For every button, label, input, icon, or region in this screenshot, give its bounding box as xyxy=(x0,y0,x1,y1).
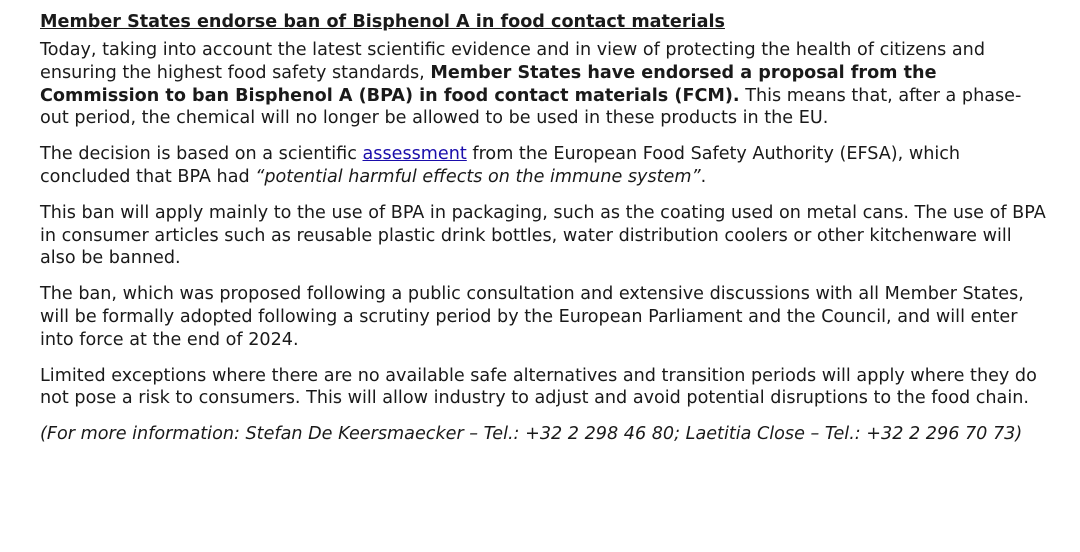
intro-text: Today, taking into account the latest scientific evidence and in view of protecting the health of citizens and ensuring the highest food safety standards, xyxy=(40,40,985,83)
decision-quote: “potential harmful effects on the immune system” xyxy=(255,166,701,187)
intro-bold-text: Member States have endorsed a proposal from the Commission to ban Bisphenol A (BPA) in food contact materials (FCM). xyxy=(40,62,937,106)
decision-text-2: from the European Food Safety Authority (EFSA), which concluded that BPA had xyxy=(40,144,961,187)
assessment-link[interactable]: assessment xyxy=(362,144,467,165)
intro-text-end: This means that, after a phase-out period, the chemical will no longer be allowed to be used in these products in the EU. xyxy=(40,85,1022,129)
paragraph-adoption: The ban, which was proposed following a public consultation and extensive discussions with all Member States, will be formally adopted following a scrutiny period by the European Parliament and the Council, and will enter into force at the end of 2024. xyxy=(40,284,1024,350)
paragraph-exceptions: Limited exceptions where there are no available safe alternatives and transition periods will apply where they do not pose a risk to consumers. This will allow industry to adjust and avoid potential disruptions to the food chain. xyxy=(40,365,1037,409)
contact-info: (For more information: Stefan De Keersmaecker – Tel.: +32 2 298 46 80; Laetitia Close – Tel.: +32 2 296 70 73) xyxy=(40,424,1023,445)
paragraph-intro xyxy=(40,39,1050,130)
decision-text-end: . xyxy=(700,166,707,187)
decision-text: The decision is based on a scientific xyxy=(40,144,363,165)
paragraph-scope: This ban will apply mainly to the use of BPA in packaging, such as the coating used on metal cans. The use of BPA in consumer articles such as reusable plastic drink bottles, water distribution coolers or other kitchenware will also be banned. xyxy=(40,202,1046,269)
article-title: Member States endorse ban of Bisphenol A in food contact materials xyxy=(40,12,725,32)
paragraph-decision xyxy=(40,143,1050,189)
